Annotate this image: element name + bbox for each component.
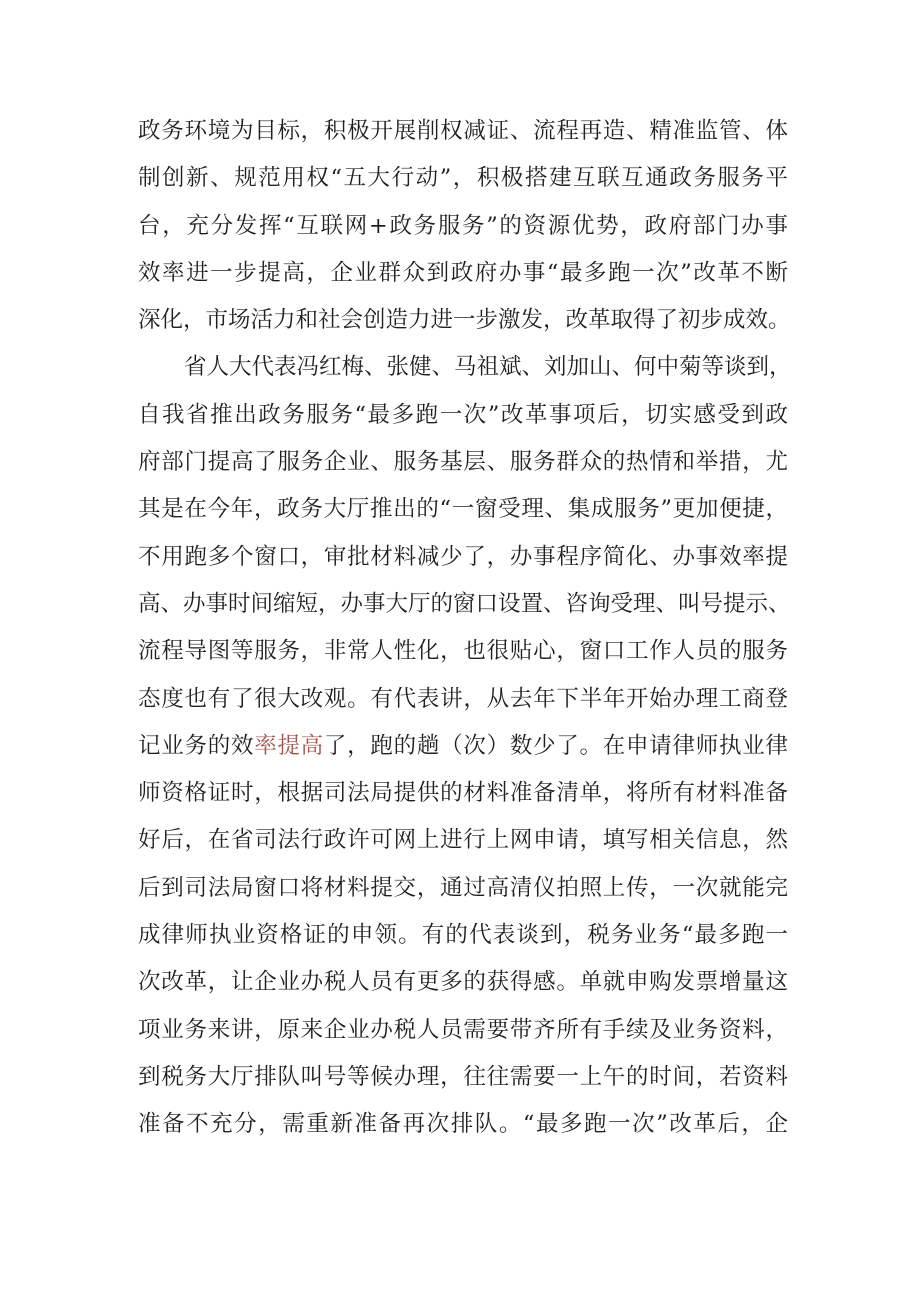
text-line: 好后，在省司法行政许可网上进行上网申请，填写相关信息，然 [138,827,788,854]
text-line: 制创新、规范用权“五大行动”，积极搭建互联互通政务服务平 [138,165,788,192]
text-line-with-highlight [138,723,788,770]
text-line: 到税务大厅排队叫号等候办理，往往需要一上午的时间，若资料 [138,1063,788,1090]
highlighted-text: 率提高 [254,732,324,759]
text-line: 态度也有了很大改观。有代表讲，从去年下半年开始办理工商登 [138,685,788,712]
text-line: 项业务来讲，原来企业办税人员需要带齐所有手续及业务资料， [138,1016,788,1043]
body-text [138,108,792,1149]
text-line: 成律师执业资格证的申领。有的代表谈到，税务业务“最多跑一 [138,922,788,949]
text-line: 不用跑多个窗口，审批材料减少了，办事程序简化、办事效率提 [138,543,788,570]
text-segment: 了，跑的趟（次）数少了。在申请律师执业律 [323,732,788,759]
text-line: 台，充分发挥“互联网+政务服务”的资源优势，政府部门办事 [138,212,788,239]
text-line: 后到司法局窗口将材料提交，通过高清仪拍照上传，一次就能完 [138,874,788,901]
text-line: 深化，市场活力和社会创造力进一步激发，改革取得了初步成效。 [138,307,791,334]
text-line: 高、办事时间缩短，办事大厅的窗口设置、咨询受理、叫号提示、 [138,590,791,617]
text-line: 府部门提高了服务企业、服务基层、服务群众的热情和举措，尤 [138,449,788,476]
text-line: 效率进一步提高，企业群众到政府办事“最多跑一次”改革不断 [138,259,788,286]
text-segment: 记业务的效 [138,732,255,759]
text-line: 自我省推出政务服务“最多跑一次”改革事项后，切实感受到政 [138,401,788,428]
text-line: 师资格证时，根据司法局提供的材料准备清单，将所有材料准备 [138,780,788,807]
paragraph-start-line: 省人大代表冯红梅、张健、马祖斌、刘加山、何中菊等谈到， [184,354,792,381]
text-line: 准备不充分，需重新准备再次排队。“最多跑一次”改革后，企 [138,1111,788,1138]
text-line: 其是在今年，政务大厅推出的“一窗受理、集成服务”更加便捷， [138,496,788,523]
text-line: 政务环境为目标，积极开展削权减证、流程再造、精准监管、体 [138,118,788,144]
text-line: 次改革，让企业办税人员有更多的获得感。单就申购发票增量这 [138,969,788,996]
text-line: 流程导图等服务，非常人性化，也很贴心，窗口工作人员的服务 [138,638,788,665]
